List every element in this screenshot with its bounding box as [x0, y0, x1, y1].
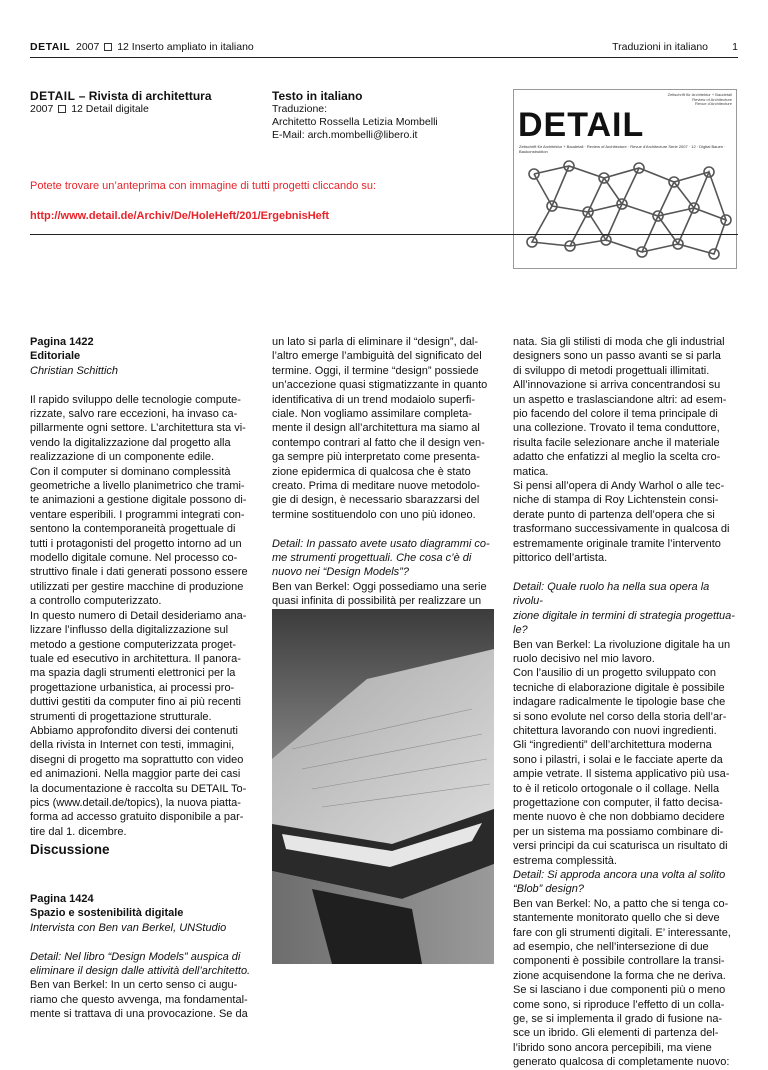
- italic-line: Detail: Quale ruolo ha nella sua opera la rivolu-: [513, 580, 710, 608]
- paragraph-gap: [30, 378, 252, 392]
- text-line: termine sostituendolo con uno più idoneo.: [272, 508, 476, 521]
- header-issue-text: 12 Inserto ampliato in italiano: [117, 41, 254, 53]
- text-line: estremamente originale tramite l’intervento: [513, 537, 721, 550]
- italic-line: eliminare il design dalle attività dell’architetto.: [30, 965, 251, 978]
- text-line: mente nuovo è che non dobbiamo decidere: [513, 811, 725, 824]
- text-line: a controllo computerizzato.: [30, 595, 162, 608]
- header-issue-year: 2007: [75, 41, 100, 53]
- text-line: ma spazia dagli strumenti elettronici per la: [30, 667, 236, 680]
- italic-line: Detail: Nel libro “Design Models” auspica di: [30, 950, 241, 963]
- text-line: matica.: [513, 465, 549, 478]
- running-header: [30, 40, 738, 56]
- text-line: progettazione urbanistica, ai processi pro-: [30, 681, 235, 694]
- header-left: [30, 40, 254, 54]
- text-line: tire dal 1. dicembre.: [30, 825, 127, 838]
- text-line: della rivista in Internet con testi, immagini,: [30, 739, 235, 752]
- header-section: Traduzioni in italiano: [612, 41, 708, 53]
- text-line: quasi infinita di possibilità per realizzare un: [272, 595, 482, 608]
- header-logo: DETAIL: [30, 41, 71, 53]
- cover-top-line: Zeitschrift für Architektur + Baudetail: [667, 92, 732, 97]
- masthead-subtitle: [30, 103, 149, 115]
- text-line: vendo la digitalizzazione dal progetto alla: [30, 436, 231, 449]
- italian-title: Testo in italiano: [272, 89, 363, 103]
- translator-name: Architetto Rossella Letizia Mombelli: [272, 116, 438, 128]
- heading-line: Spazio e sostenibilità digitale: [30, 907, 184, 920]
- text-line: tuale ed esecutivo in architettura. Il panora-: [30, 652, 241, 665]
- text-line: Ben van Berkel: In un certo senso ci augu-: [30, 979, 238, 992]
- text-line: Il rapido sviluppo delle tecnologie compute-: [30, 393, 241, 406]
- translator-info: [272, 103, 438, 142]
- italic-line: le?: [513, 624, 528, 637]
- header-rule: [30, 57, 738, 58]
- translator-email: E-Mail: arch.mombelli@libero.it: [272, 129, 418, 141]
- text-line: lizzare l’influsso della digitalizzazione sul: [30, 624, 229, 637]
- masthead-logo: DETAIL: [30, 89, 76, 103]
- italic-line: “Blob” design?: [513, 883, 584, 896]
- cover-top-line: Review of Architecture: [692, 96, 732, 102]
- text-line: te animazioni a gestione digitale possono di-: [30, 494, 247, 507]
- issue-box-icon: [104, 43, 112, 51]
- text-line: ventare esperibili. I programmi integrati con-: [30, 508, 245, 521]
- text-line: sono i pilastri, i solai e le facciate aperte da: [513, 753, 723, 766]
- text-line: zione acquisendone la forma che ne deriva.: [513, 969, 726, 982]
- text-line: Si pensi all’opera di Andy Warhol o alle tec-: [513, 480, 725, 493]
- text-line: un aspetto e traslasciandone altri: ad esem-: [513, 393, 727, 406]
- text-line: trasformano successivamente in qualcosa di: [513, 523, 730, 536]
- italic-line: Intervista con Ben van Berkel, UNStudio: [30, 921, 227, 934]
- column-1-discussion: [30, 892, 252, 1022]
- text-line: designers sono un passo avanti se si parla: [513, 350, 721, 363]
- text-line: Se si lasciano i due componenti più o meno: [513, 984, 726, 997]
- text-line: pillarmente ogni settore. L’architettura sta vi-: [30, 422, 246, 435]
- cover-top-text: [668, 93, 732, 107]
- column-3: [513, 335, 739, 1070]
- text-line: disegni di progetto ma soprattutto con video: [30, 753, 244, 766]
- text-line: la documentazione è raccolta su DETAIL To-: [30, 782, 247, 795]
- text-line: rizzate, salvo rare eccezioni, ha invaso ca-: [30, 408, 238, 421]
- text-line: progettazione con computer, il fatto decisa-: [513, 796, 723, 809]
- text-line: ge, se si implementa il grado di fusione na-: [513, 1013, 723, 1026]
- translator-label: Traduzione:: [272, 103, 328, 115]
- masthead-title-text: – Rivista di architettura: [78, 89, 212, 103]
- text-line: niche di stampa di Roy Lichtenstein consi-: [513, 494, 719, 507]
- column-1: [30, 335, 252, 839]
- text-line: geometriche a livello planimetrico che trami-: [30, 480, 245, 493]
- text-line: risulta facile selezionare anche il materiale: [513, 436, 720, 449]
- text-line: sce un ibrido. Gli elementi di partenza del-: [513, 1027, 719, 1040]
- text-line: pio facendo del colore il tema principale di: [513, 408, 718, 421]
- text-line: Ben van Berkel: No, a patto che si tenga co-: [513, 897, 729, 910]
- masthead-title: [30, 89, 212, 103]
- page-number: 1: [732, 41, 738, 53]
- section-rule: [30, 234, 738, 235]
- text-line: ruolo decisivo nel mio lavoro.: [513, 652, 655, 665]
- text-line: forma ad accesso gratuito disponibile a par-: [30, 811, 244, 824]
- masthead-year: 2007: [30, 103, 54, 115]
- text-line: l’altro emerge l’ambiguità del significato del: [272, 350, 482, 363]
- masthead-issue: 12 Detail digitale: [71, 103, 149, 115]
- text-line: Abbiamo approfondito diversi dei contenuti: [30, 724, 238, 737]
- text-line: metodo a gestione computerizzata proget-: [30, 638, 237, 651]
- text-line: generato qualcosa di completamente nuovo:: [513, 1056, 730, 1069]
- text-line: estrema complessità.: [513, 854, 617, 867]
- cover-top-line: Revue d'Architecture: [694, 101, 732, 106]
- issue-box-icon: [58, 105, 66, 113]
- text-line: pics (www.detail.de/topics), la nuova piatta-: [30, 796, 241, 809]
- text-line: ed animazioni. Nella maggior parte dei casi: [30, 768, 241, 781]
- text-line: una collezione. Trovato il tema conduttore,: [513, 422, 720, 435]
- text-line: mente il design all’architettura ma siamo al: [272, 422, 480, 435]
- heading-line: Pagina 1422: [30, 336, 94, 348]
- section-heading-discussione: Discussione: [30, 842, 110, 857]
- italic-line: Detail: Si approda ancora una volta al solito: [513, 869, 726, 882]
- text-line: tutti i protagonisti del progetto intorno ad un: [30, 537, 242, 550]
- text-line: mente si trattava di una provocazione. Se da: [30, 1008, 248, 1021]
- italic-line: Christian Schittich: [30, 364, 119, 377]
- heading-line: Editoriale: [30, 350, 81, 363]
- text-line: indagare radicalmente le tipologie base che: [513, 696, 726, 709]
- italic-line: zione digitale in termini di strategia progettua-: [513, 609, 735, 622]
- cover-subline: Zeitschrift für Architektur + Baudetail · Review of Architecture · Revue d'Architecture Serie 2007 · 12 · Digital Bauen · Baukonstruktion: [519, 144, 726, 154]
- text-line: un lato si parla di eliminare il “design”, dal-: [272, 336, 479, 348]
- text-line: modello digitale comune. Nel processo co-: [30, 552, 238, 565]
- italic-line: Detail: In passato avete usato diagrammi co-: [272, 537, 490, 550]
- text-line: to è il reticolo ortogonale o il collage. Nella: [513, 782, 720, 795]
- text-line: creato. Prima di meditare nuove metodolo-: [272, 480, 480, 493]
- text-line: contempo contrari al fatto che il design ven-: [272, 436, 485, 449]
- text-line: ciale. Non vogliamo assimilare completa-: [272, 408, 472, 421]
- paragraph-gap: [272, 522, 494, 536]
- text-line: zione epidermica di qualcosa che è stato: [272, 465, 471, 478]
- text-line: strumenti di progettazione strutturale.: [30, 710, 212, 723]
- promo-text: Potete trovare un’anteprima con immagine di tutti progetti cliccando su:: [30, 180, 377, 192]
- text-line: All’innovazione si arriva concentrandosi su: [513, 379, 721, 392]
- text-line: un’accezione quasi stigmatizzante in quanto: [272, 379, 488, 392]
- text-line: utilizzati per gestire macchine di produzione: [30, 580, 244, 593]
- text-line: ampie vetrate. Il sistema applicativo più usa-: [513, 768, 730, 781]
- cover-lattice-image: [514, 154, 738, 270]
- text-line: realizzazione di un componente edile.: [30, 451, 215, 464]
- text-line: Con l’ausilio di un progetto sviluppato con: [513, 667, 717, 680]
- text-line: l’ibrido sono ancora percepibili, ma viene: [513, 1041, 712, 1054]
- text-line: Con il computer si dominano complessità: [30, 465, 231, 478]
- text-line: adatto che enfatizzi al meglio la scelta cro-: [513, 451, 721, 464]
- cover-logo: DETAIL: [518, 106, 645, 144]
- text-line: per un sistema ma possiamo combinare di-: [513, 825, 724, 838]
- italic-line: me strumenti progettuali. Che cosa c’è di: [272, 552, 472, 565]
- text-line: stantemente monitorato quello che si deve: [513, 912, 720, 925]
- building-photo: [272, 609, 494, 964]
- text-line: si sono evolute nel corso della storia dell’ar-: [513, 710, 727, 723]
- text-line: Ben van Berkel: Oggi possediamo una serie: [272, 580, 487, 593]
- text-line: ad esempio, che nell’intersezione di due: [513, 941, 709, 954]
- text-line: tecniche di elaborazione digitale è possibile: [513, 681, 725, 694]
- text-line: ga sempre più interpretato come presenta-: [272, 451, 480, 464]
- text-line: derate punto di partenza dell’opera che si: [513, 508, 715, 521]
- text-line: termine. Oggi, il termine “design” possiede: [272, 364, 479, 377]
- paragraph-gap: [30, 935, 252, 949]
- text-line: fare con gli strumenti digitali. E’ interessante,: [513, 926, 731, 939]
- text-line: In questo numero di Detail desideriamo ana-: [30, 609, 247, 622]
- text-line: struttivo finale i dati generati possono essere: [30, 566, 248, 579]
- text-line: componenti è possibile controllare la transi-: [513, 955, 725, 968]
- archive-link[interactable]: http://www.detail.de/Archiv/De/HoleHeft/201/ErgebnisHeft: [30, 210, 330, 222]
- text-line: come sono, si riproduce l’effetto di un colla-: [513, 998, 725, 1011]
- magazine-cover: [513, 89, 737, 269]
- text-line: Ben van Berkel: La rivoluzione digitale ha un: [513, 638, 731, 651]
- text-line: duttivi gestiti da computer fino ai più recenti: [30, 696, 241, 709]
- text-line: identificativa di un trend modaiolo superfi-: [272, 393, 476, 406]
- text-line: chitettura lavorando con nuovi ingredienti.: [513, 724, 717, 737]
- text-line: nata. Sia gli stilisti di moda che gli industrial: [513, 336, 725, 348]
- italic-line: nuovo nei “Design Models”?: [272, 566, 409, 579]
- heading-line: Pagina 1424: [30, 893, 94, 905]
- text-line: riamo che questo avvenga, ma fondamental-: [30, 993, 248, 1006]
- text-line: Gli “ingredienti” dell’architettura moderna: [513, 739, 712, 752]
- text-line: di sviluppo di metodi progettuali illimitati.: [513, 364, 710, 377]
- text-line: gie di design, è necessario sbarazzarsi del: [272, 494, 480, 507]
- text-line: sentono la contemporaneità progettuale di: [30, 523, 236, 536]
- text-line: versi principi da cui scaturisca un risultato di: [513, 840, 728, 853]
- text-line: pittorico dell’artista.: [513, 552, 608, 565]
- paragraph-gap: [513, 566, 739, 580]
